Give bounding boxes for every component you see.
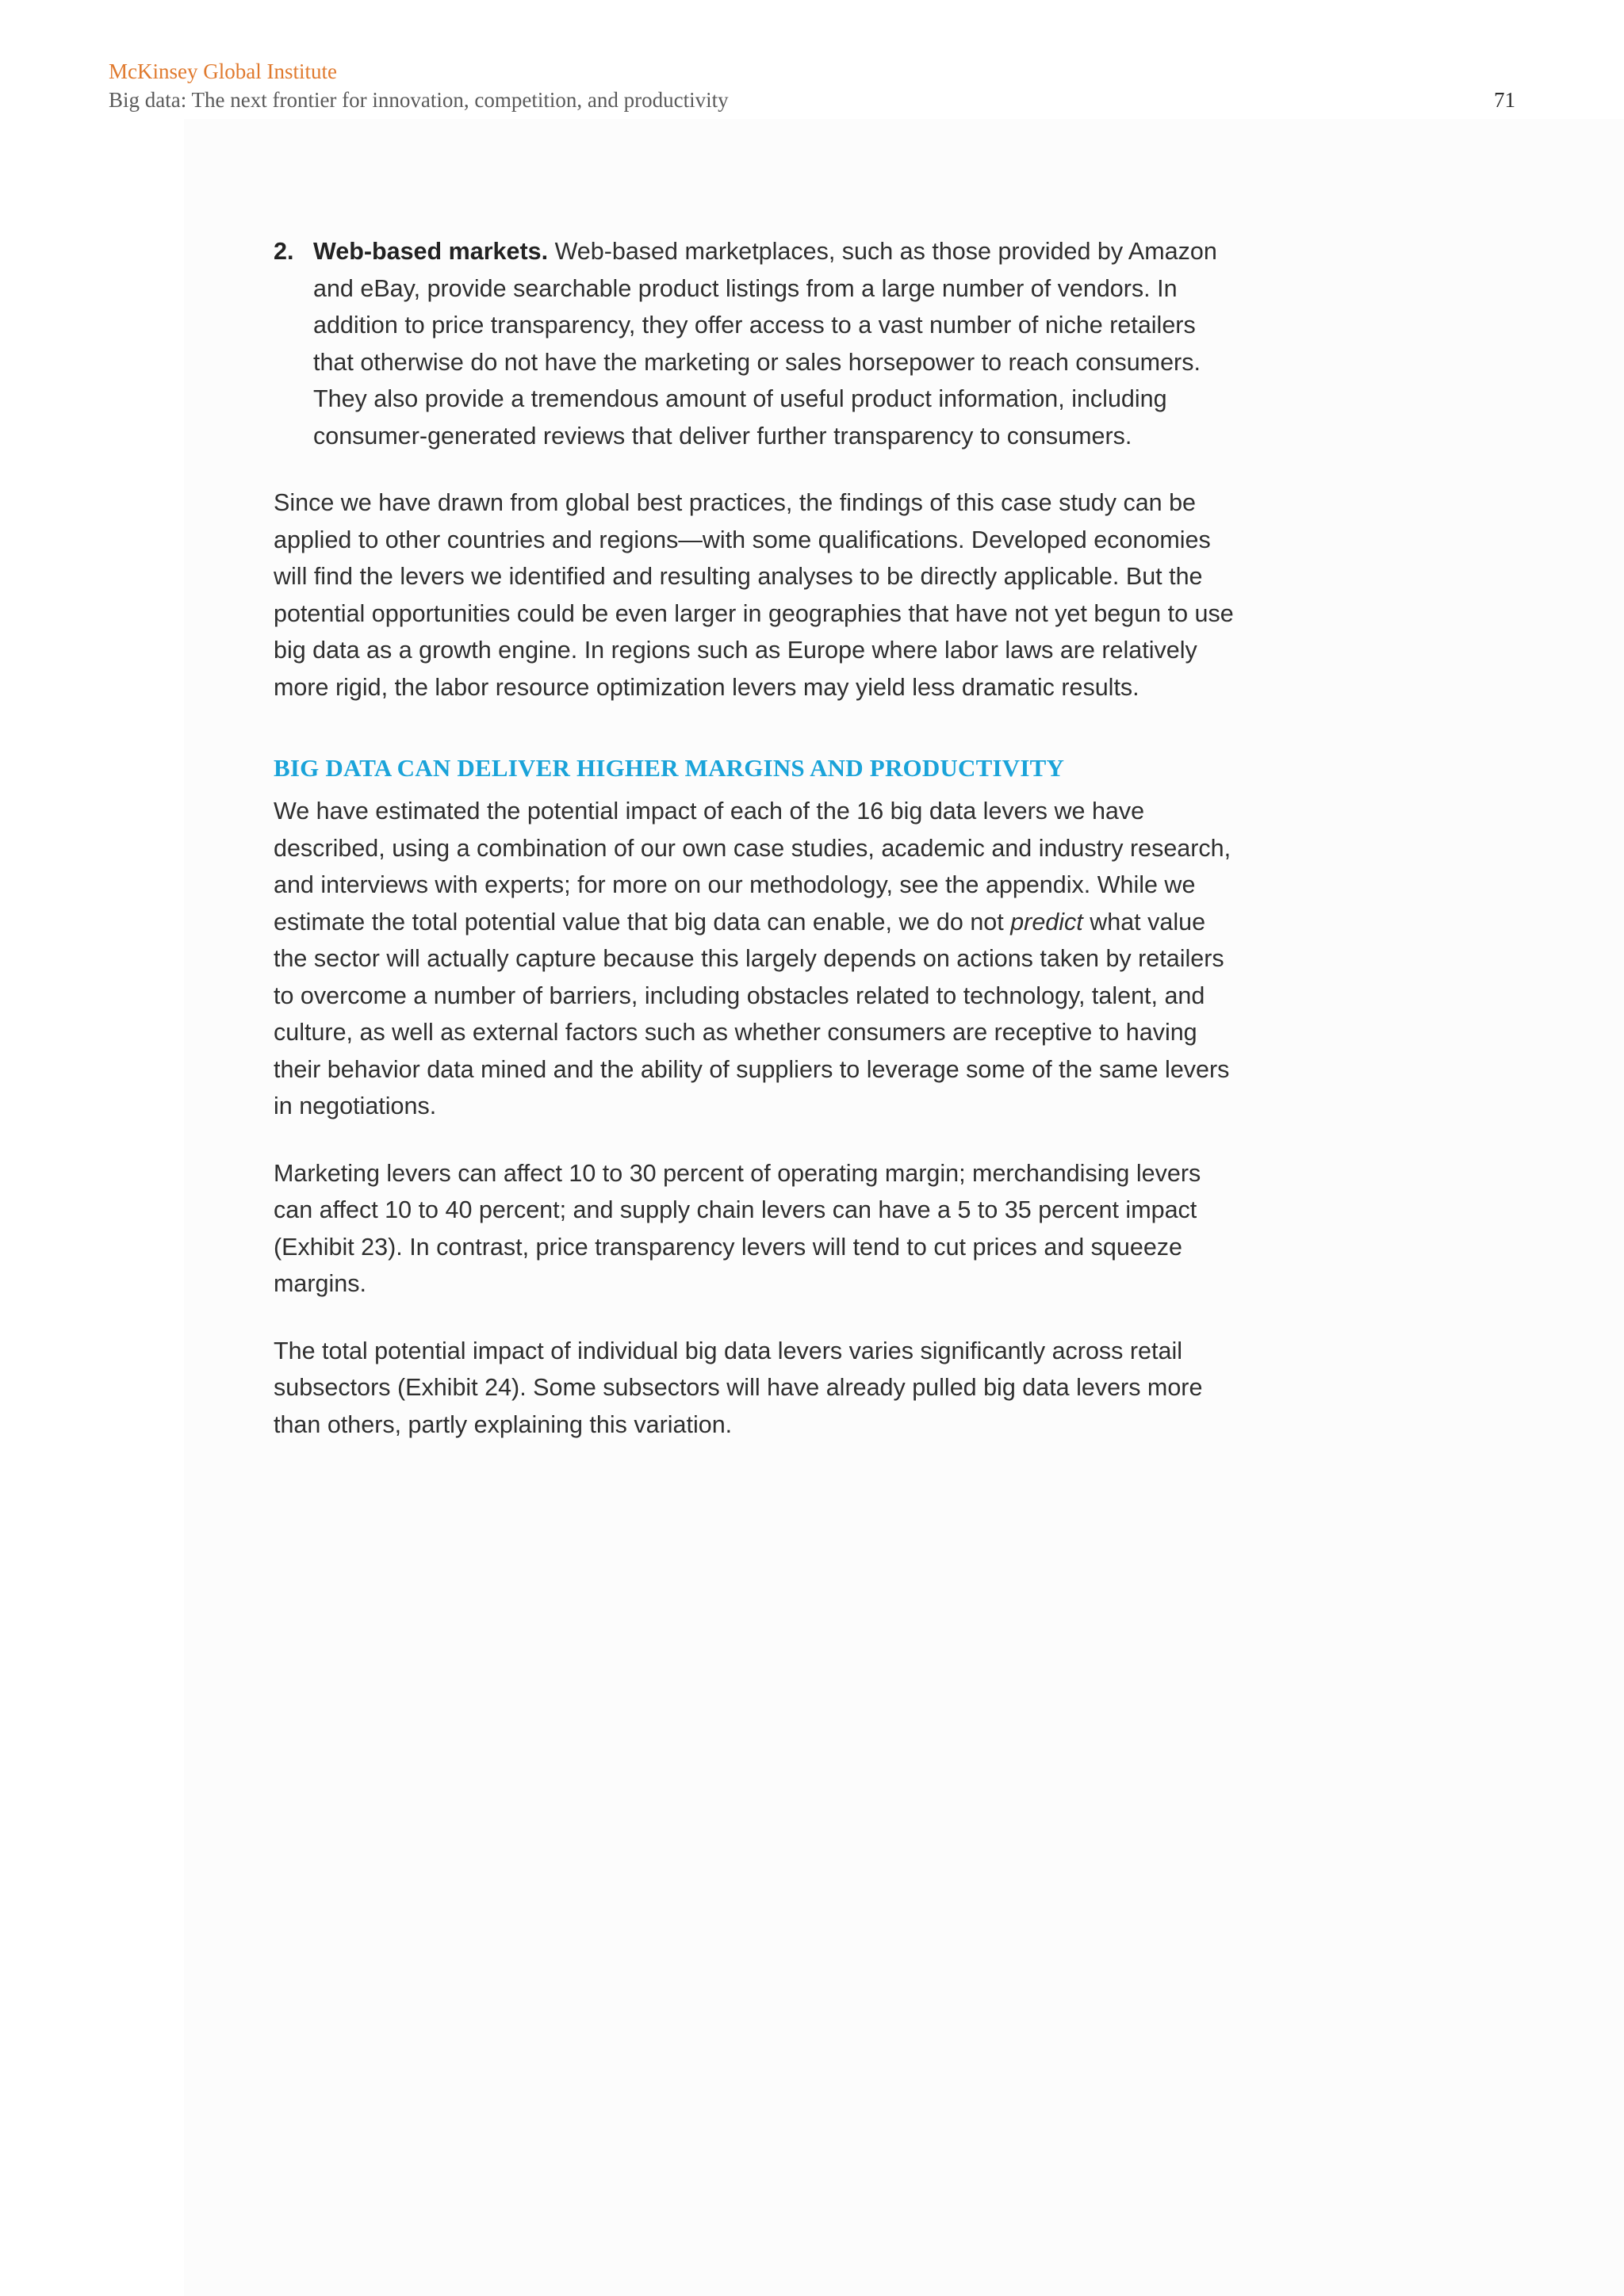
section-heading: BIG DATA CAN DELIVER HIGHER MARGINS AND PRODUCTIVITY <box>274 754 1065 782</box>
publisher-name: McKinsey Global Institute <box>109 59 337 83</box>
list-item-text: Web-based marketplaces, such as those provided by Amazon and eBay, provide searchable product listings from a large number of vendors. In addition to price transparency, they offer access to a vast number of niche retailers that otherwise do not have the marketing or sales horsepower to reach consumers. They also provide a tremendous amount of useful product information, including consumer-generated reviews that deliver further transparency to consumers. <box>313 238 1217 450</box>
paragraph: The total potential impact of individual big data levers varies significantly across retail subsectors (Exhibit 24). Some subsectors will have already pulled big data levers more than others, partly explaining this variation. <box>274 1337 1203 1438</box>
paragraph: Since we have drawn from global best practices, the findings of this case study can be applied to other countries and regions—with some qualifications. Developed economies will find the levers we identified and resulting analyses to be directly applicable. But the potential opportunities could be even larger in geographies that have not yet begun to use big data as a growth engine. In regions such as Europe where labor laws are relatively more rigid, the labor resource optimization levers may yield less dramatic results. <box>274 489 1234 701</box>
paragraph <box>274 793 1241 1125</box>
body-text <box>274 233 1241 1473</box>
list-number: 2. <box>274 238 294 265</box>
report-title: Big data: The next frontier for innovation, competition, and productivity <box>109 88 729 112</box>
emphasis-text: predict <box>1010 908 1083 936</box>
running-header <box>109 57 1515 114</box>
page-number: 71 <box>1494 88 1515 112</box>
list-item <box>274 233 1241 454</box>
paragraph: Marketing levers can affect 10 to 30 percent of operating margin; merchandising levers can affect 10 to 40 percent; and supply chain levers can have a 5 to 35 percent impact (Exhibit 23). In contrast, price transparency levers will tend to cut prices and squeeze margins. <box>274 1159 1201 1297</box>
paragraph-text: what value the sector will actually capture because this largely depends on actions taken by retailers to overcome a number of barriers, including obstacles related to technology, talent, and culture, as well as external factors such as whether consumers are receptive to having their behavior data mined and the ability of suppliers to leverage some of the same levers in negotiations. <box>274 908 1230 1119</box>
list-item-lead: Web-based markets. <box>313 238 549 265</box>
paragraph-text: We have estimated the potential impact of each of the 16 big data levers we have described, using a combination of our own case studies, academic and industry research, and interviews with experts; for more on our methodology, see the appendix. While we estimate the total potential value that big data can enable, we do not <box>274 798 1231 936</box>
